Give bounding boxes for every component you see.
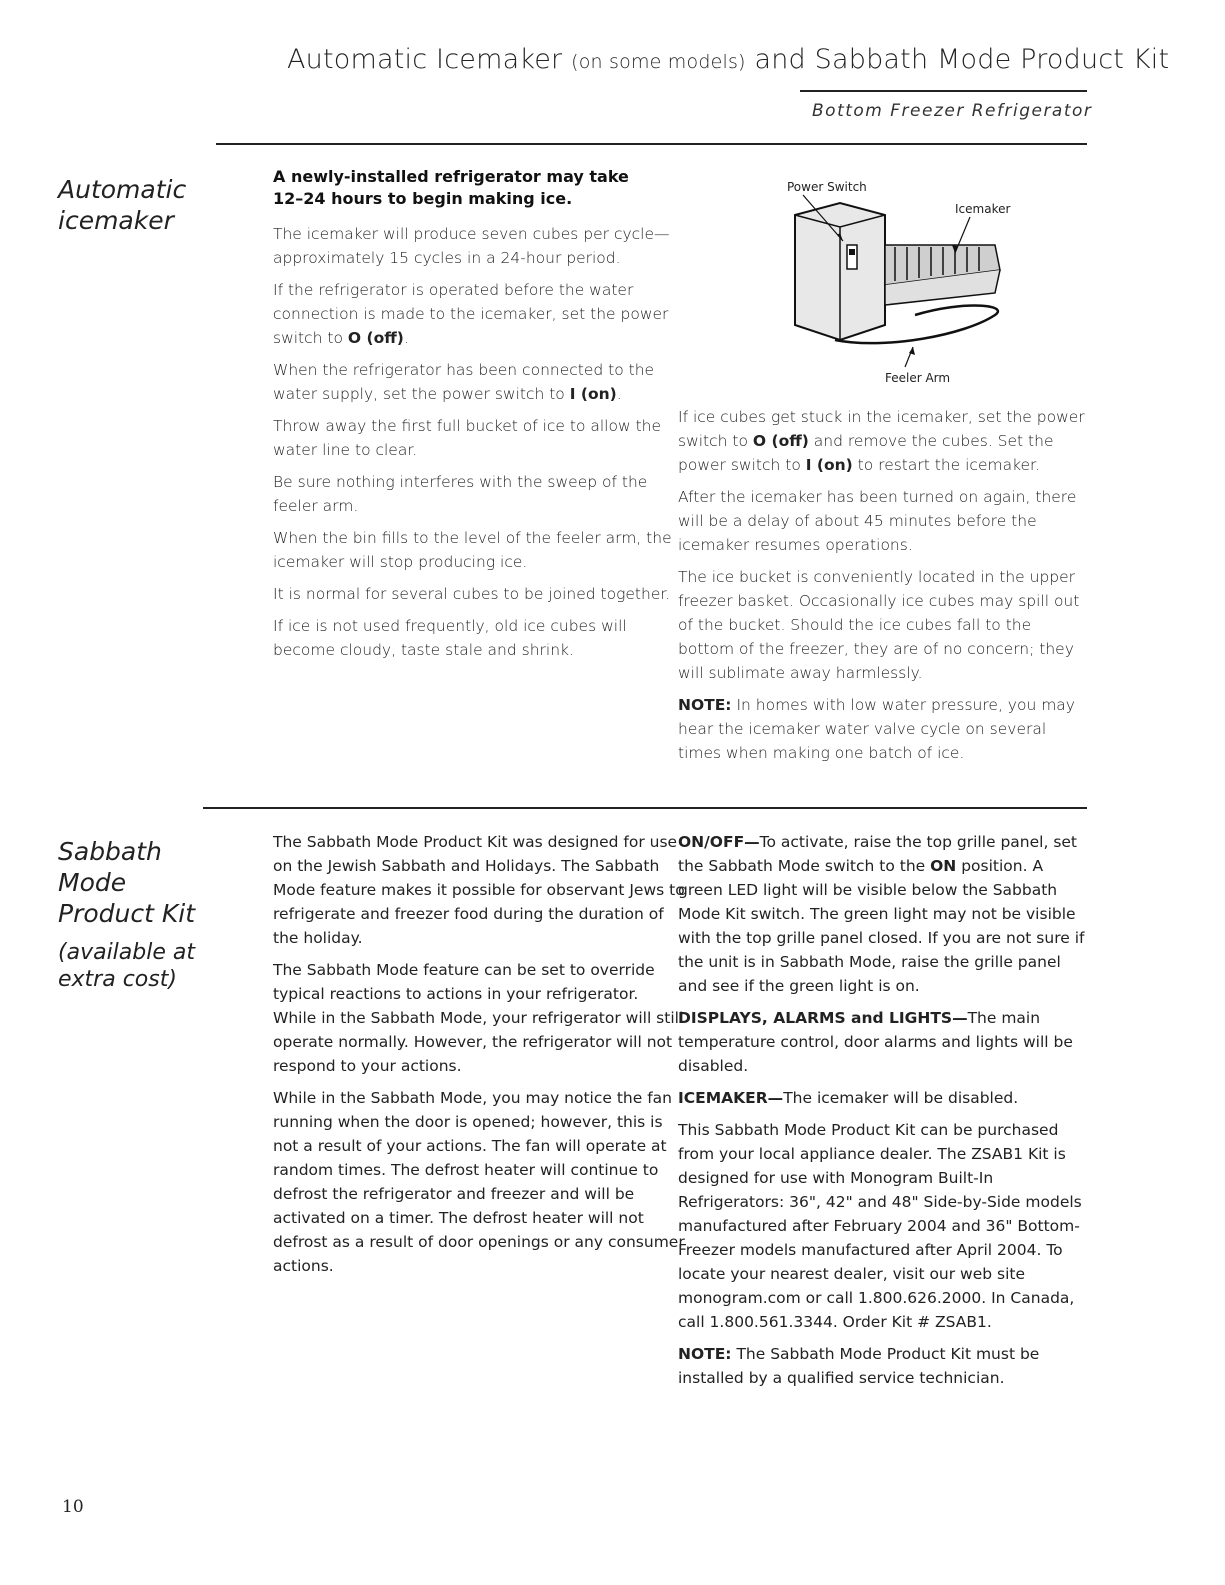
title-part-sabbath: and Sabbath Mode Product Kit (754, 44, 1170, 75)
sabbath-p2: The Sabbath Mode feature can be set to override typical reactions to actions in your refrigerator. While in the Sabbath Mode, your refrigerator will still operate normally. However, the refrigerator will not respond to your actions. (273, 961, 684, 1075)
lead-line1: A newly-installed refrigerator may take (273, 167, 629, 186)
sabbath-note: NOTE: The Sabbath Mode Product Kit must be installed by a qualified service technician. (678, 1345, 1040, 1387)
sabbath-onoff: ON/OFF—To activate, raise the top grille panel, set the Sabbath Mode switch to the ON position. A green LED light will be visible below the Sabbath Mode Kit switch. The green light may not be visible with the top grille panel closed. If you are not sure if the unit is in Sabbath Mode, raise the grille panel and see if the green light is on. (678, 833, 1085, 995)
icemaker-p1: The icemaker will produce seven cubes per cycle—approximately 15 cycles in a 24-hour period. (273, 225, 670, 267)
sabbath-left-column (273, 830, 685, 1286)
icemaker-p7: It is normal for several cubes to be joined together. (273, 585, 671, 603)
icemaker-p5: Be sure nothing interferes with the sweep of the feeler arm. (273, 473, 648, 515)
icemaker-right-column (678, 405, 1090, 773)
page-subtitle: Bottom Freezer Refrigerator (812, 101, 1093, 121)
icemaker-illustration (765, 175, 1075, 390)
page-number: 10 (62, 1497, 84, 1517)
sabbath-p3: While in the Sabbath Mode, you may notice the fan running when the door is opened; however, this is not a result of your actions. The fan will operate at random times. The defrost heater will continue to defrost the refrigerator and freezer and will be activated on a timer. The defrost heater will not defrost as a result of door openings or any consumer actions. (273, 1089, 685, 1275)
sabbath-p1: The Sabbath Mode Product Kit was designed for use on the Jewish Sabbath and Holidays. The Sabbath Mode feature makes it possible for observant Jews to refrigerate and freezer food during the duration of the holiday. (273, 833, 685, 947)
sabbath-heading-line3: Product Kit (58, 899, 195, 928)
sabbath-displays: DISPLAYS, ALARMS and LIGHTS—The main temperature control, door alarms and lights will be disabled. (678, 1009, 1073, 1075)
icemaker-note: NOTE: In homes with low water pressure, you may hear the icemaker water valve cycle on several times when making one batch of ice. (678, 696, 1075, 762)
sabbath-heading-sub: (available at extra cost) (58, 940, 195, 992)
icemaker-r1: If ice cubes get stuck in the icemaker, set the power switch to O (off) and remove the cubes. Set the power switch to I (on) to restart the icemaker. (678, 408, 1085, 474)
icemaker-heading-line2: icemaker (58, 206, 174, 235)
icemaker-p2: If the refrigerator is operated before the water connection is made to the icemaker, set the power switch to O (off). (273, 281, 669, 347)
lead-line2: 12–24 hours to begin making ice. (273, 189, 573, 208)
icemaker-drawing (765, 175, 1075, 390)
page-title (287, 44, 1169, 75)
header-rule (800, 90, 1087, 92)
sabbath-side-heading (58, 836, 208, 993)
icemaker-lead (273, 166, 683, 210)
sabbath-icemaker: ICEMAKER—The icemaker will be disabled. (678, 1089, 1019, 1107)
label-icemaker: Icemaker (955, 202, 1011, 216)
section-divider-middle (203, 807, 1087, 809)
icemaker-r2: After the icemaker has been turned on again, there will be a delay of about 45 minutes before the icemaker resumes operations. (678, 488, 1077, 554)
label-feeler-arm: Feeler Arm (885, 371, 951, 385)
icemaker-p8: If ice is not used frequently, old ice cubes will become cloudy, taste stale and shrink. (273, 617, 627, 659)
sabbath-heading-line2: Mode (58, 868, 127, 897)
icemaker-heading-line1: Automatic (58, 175, 187, 204)
icemaker-p4: Throw away the first full bucket of ice to allow the water line to clear. (273, 417, 662, 459)
section-divider-top (216, 143, 1087, 145)
sabbath-purchase: This Sabbath Mode Product Kit can be purchased from your local appliance dealer. The ZSAB1 Kit is designed for use with Monogram Built-In Refrigerators: 36", 42" and 48" Side-by-Side models manufactured after February 2004 and 36" Bottom-Freezer models manufactured after April 2004. To locate your nearest dealer, visit our web site monogram.com or call 1.800.626.2000. In Canada, call 1.800.561.3344. Order Kit # ZSAB1. (678, 1121, 1082, 1331)
icemaker-left-column (273, 166, 683, 670)
sabbath-heading-line1: Sabbath (58, 837, 162, 866)
label-power-switch: Power Switch (787, 180, 867, 194)
title-part-icemaker: Automatic Icemaker (287, 44, 563, 75)
title-part-models: (on some models) (571, 51, 746, 73)
sabbath-right-column (678, 830, 1090, 1398)
icemaker-p6: When the bin fills to the level of the feeler arm, the icemaker will stop producing ice. (273, 529, 672, 571)
icemaker-side-heading (58, 174, 186, 236)
icemaker-r3: The ice bucket is conveniently located in the upper freezer basket. Occasionally ice cubes may spill out of the bucket. Should the ice cubes fall to the bottom of the freezer, they are of no concern; they will sublimate away harmlessly. (678, 568, 1080, 682)
icemaker-p3: When the refrigerator has been connected to the water supply, set the power switch to I (on). (273, 361, 655, 403)
